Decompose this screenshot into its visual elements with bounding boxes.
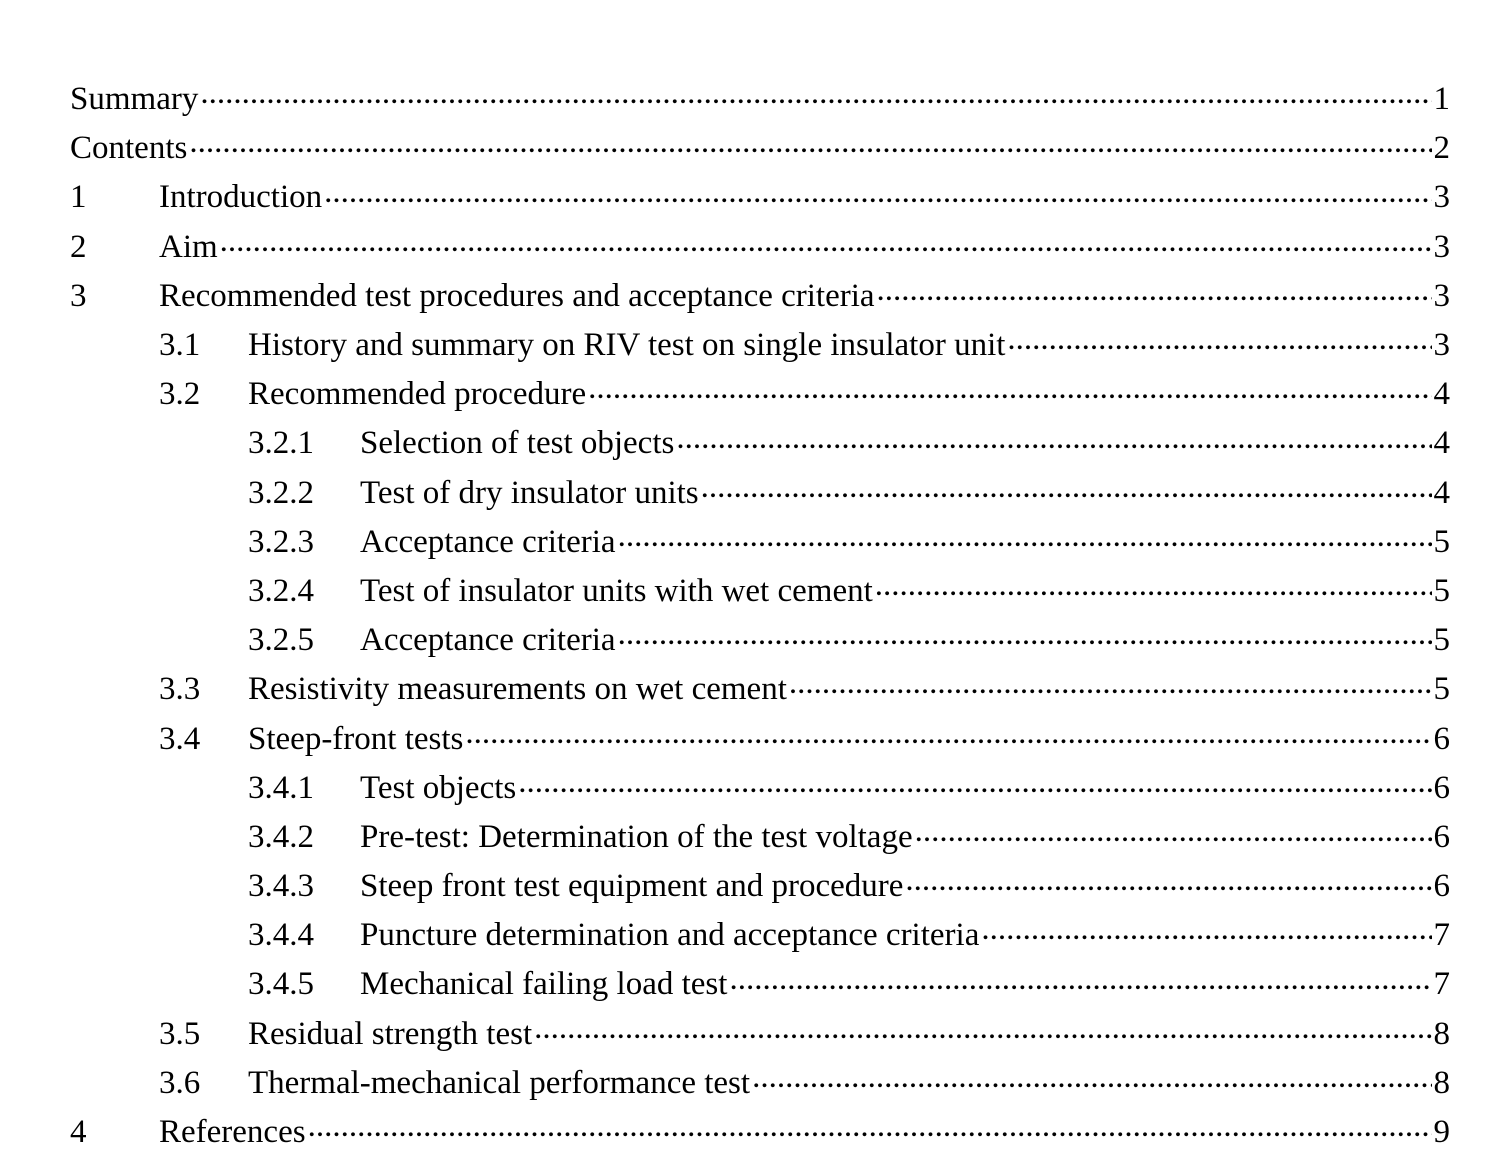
toc-entry[interactable] xyxy=(70,813,1450,862)
toc-dot-leader xyxy=(729,963,1431,1010)
toc-entry-page-number[interactable]: 7 xyxy=(1433,966,1450,1003)
toc-entry-number: 1 xyxy=(70,179,87,216)
toc-entry-title[interactable]: Pre-test: Determination of the test voltage xyxy=(360,818,913,855)
toc-entry-page-number[interactable]: 6 xyxy=(1433,818,1450,855)
toc-entry-title[interactable]: Steep front test equipment and procedure xyxy=(360,868,904,905)
toc-entry-number: 3.6 xyxy=(159,1064,201,1101)
toc-entry[interactable] xyxy=(70,518,1450,567)
toc-entry-number: 3.2.4 xyxy=(248,572,314,609)
toc-dot-leader xyxy=(324,176,1431,223)
toc-entry[interactable] xyxy=(70,714,1450,763)
toc-entry-title[interactable]: Recommended procedure xyxy=(248,376,587,413)
table-of-contents xyxy=(70,75,1450,1157)
toc-dot-leader xyxy=(588,372,1431,419)
toc-entry-page-number[interactable]: 6 xyxy=(1433,868,1450,905)
toc-entry-title[interactable]: Introduction xyxy=(159,179,323,216)
toc-entry[interactable] xyxy=(70,1108,1450,1157)
toc-dot-leader xyxy=(220,225,1432,272)
toc-dot-leader xyxy=(200,77,1431,124)
toc-dot-leader xyxy=(189,126,1431,173)
toc-entry-page-number[interactable]: 6 xyxy=(1433,720,1450,757)
toc-entry[interactable] xyxy=(70,960,1450,1009)
toc-entry[interactable] xyxy=(70,862,1450,911)
toc-entry-page-number[interactable]: 5 xyxy=(1433,572,1450,609)
toc-entry-number: 4 xyxy=(70,1114,87,1151)
toc-entry-title[interactable]: Resistivity measurements on wet cement xyxy=(248,671,787,708)
toc-entry[interactable] xyxy=(70,469,1450,518)
toc-entry[interactable] xyxy=(70,223,1450,272)
toc-entry-title[interactable]: Contents xyxy=(70,130,188,167)
toc-entry-page-number[interactable]: 5 xyxy=(1433,622,1450,659)
toc-entry[interactable] xyxy=(70,75,1450,124)
toc-entry-number: 3.4.5 xyxy=(248,966,314,1003)
toc-entry[interactable] xyxy=(70,616,1450,665)
toc-entry-title[interactable]: Recommended test procedures and acceptance criteria xyxy=(159,277,875,314)
toc-entry-title[interactable]: Test of insulator units with wet cement xyxy=(360,572,873,609)
toc-entry-number: 3.1 xyxy=(159,327,201,364)
toc-entry[interactable] xyxy=(70,1010,1450,1059)
toc-entry-page-number[interactable]: 6 xyxy=(1433,769,1450,806)
toc-entry-page-number[interactable]: 3 xyxy=(1433,277,1450,314)
toc-dot-leader xyxy=(905,864,1431,911)
toc-entry-page-number[interactable]: 3 xyxy=(1433,228,1450,265)
toc-dot-leader xyxy=(701,471,1432,518)
toc-entry-title[interactable]: Test of dry insulator units xyxy=(360,474,699,511)
toc-dot-leader xyxy=(518,766,1431,813)
toc-dot-leader xyxy=(465,717,1431,764)
toc-dot-leader xyxy=(875,569,1432,616)
toc-entry-page-number[interactable]: 1 xyxy=(1433,81,1450,118)
toc-entry-page-number[interactable]: 9 xyxy=(1433,1114,1450,1151)
toc-entry-number: 3.4.1 xyxy=(248,769,314,806)
toc-entry-title[interactable]: Residual strength test xyxy=(248,1015,533,1052)
toc-entry-page-number[interactable]: 5 xyxy=(1433,671,1450,708)
toc-entry-page-number[interactable]: 4 xyxy=(1433,474,1450,511)
toc-entry-title[interactable]: Puncture determination and acceptance criteria xyxy=(360,917,980,954)
toc-entry-title[interactable]: Thermal-mechanical performance test xyxy=(248,1064,751,1101)
toc-entry-page-number[interactable]: 8 xyxy=(1433,1015,1450,1052)
toc-entry-number: 3.4.4 xyxy=(248,917,314,954)
toc-entry-number: 3.5 xyxy=(159,1015,201,1052)
toc-entry[interactable] xyxy=(70,665,1450,714)
toc-entry-number: 3.3 xyxy=(159,671,201,708)
toc-entry-page-number[interactable]: 3 xyxy=(1433,179,1450,216)
toc-entry[interactable] xyxy=(70,567,1450,616)
toc-entry-number: 3.4 xyxy=(159,720,201,757)
toc-entry[interactable] xyxy=(70,370,1450,419)
toc-entry-page-number[interactable]: 5 xyxy=(1433,523,1450,560)
toc-entry-number: 3.2.5 xyxy=(248,622,314,659)
toc-entry-title[interactable]: Acceptance criteria xyxy=(360,523,616,560)
toc-entry-number: 3.2 xyxy=(159,376,201,413)
toc-entry-number: 3.2.3 xyxy=(248,523,314,560)
toc-dot-leader xyxy=(877,274,1432,321)
toc-entry[interactable] xyxy=(70,173,1450,222)
toc-entry-title[interactable]: Mechanical failing load test xyxy=(360,966,728,1003)
toc-entry-title[interactable]: References xyxy=(159,1114,306,1151)
toc-dot-leader xyxy=(981,913,1431,960)
toc-dot-leader xyxy=(534,1012,1431,1059)
toc-dot-leader xyxy=(676,422,1431,469)
toc-entry[interactable] xyxy=(70,124,1450,173)
toc-entry-number: 2 xyxy=(70,228,87,265)
toc-entry-page-number[interactable]: 7 xyxy=(1433,917,1450,954)
toc-entry-number: 3.4.3 xyxy=(248,868,314,905)
toc-entry-number: 3.2.2 xyxy=(248,474,314,511)
toc-dot-leader xyxy=(915,815,1432,862)
toc-dot-leader xyxy=(618,520,1432,567)
toc-entry-number: 3 xyxy=(70,277,87,314)
toc-entry-page-number[interactable]: 4 xyxy=(1433,376,1450,413)
toc-entry-title[interactable]: Test objects xyxy=(360,769,517,806)
toc-entry-title[interactable]: Selection of test objects xyxy=(360,425,675,462)
toc-entry[interactable] xyxy=(70,272,1450,321)
toc-entry-title[interactable]: Summary xyxy=(70,81,199,118)
toc-entry-title[interactable]: Steep-front tests xyxy=(248,720,464,757)
toc-entry[interactable] xyxy=(70,1059,1450,1108)
toc-entry-page-number[interactable]: 3 xyxy=(1433,327,1450,364)
toc-entry-title[interactable]: Acceptance criteria xyxy=(360,622,616,659)
toc-entry-title[interactable]: Aim xyxy=(159,228,218,265)
toc-entry-page-number[interactable]: 2 xyxy=(1433,130,1450,167)
toc-dot-leader xyxy=(789,667,1432,714)
toc-entry[interactable] xyxy=(70,419,1450,468)
toc-dot-leader xyxy=(618,618,1432,665)
toc-dot-leader xyxy=(1007,323,1431,370)
toc-entry-page-number[interactable]: 4 xyxy=(1433,425,1450,462)
toc-entry[interactable] xyxy=(70,321,1450,370)
toc-entry-number: 3.4.2 xyxy=(248,818,314,855)
toc-entry-number: 3.2.1 xyxy=(248,425,314,462)
toc-dot-leader xyxy=(752,1061,1431,1108)
toc-entry-title[interactable]: History and summary on RIV test on single insulator unit xyxy=(248,327,1006,364)
toc-entry[interactable] xyxy=(70,911,1450,960)
toc-entry-page-number[interactable]: 8 xyxy=(1433,1064,1450,1101)
toc-entry[interactable] xyxy=(70,764,1450,813)
toc-dot-leader xyxy=(308,1110,1432,1157)
